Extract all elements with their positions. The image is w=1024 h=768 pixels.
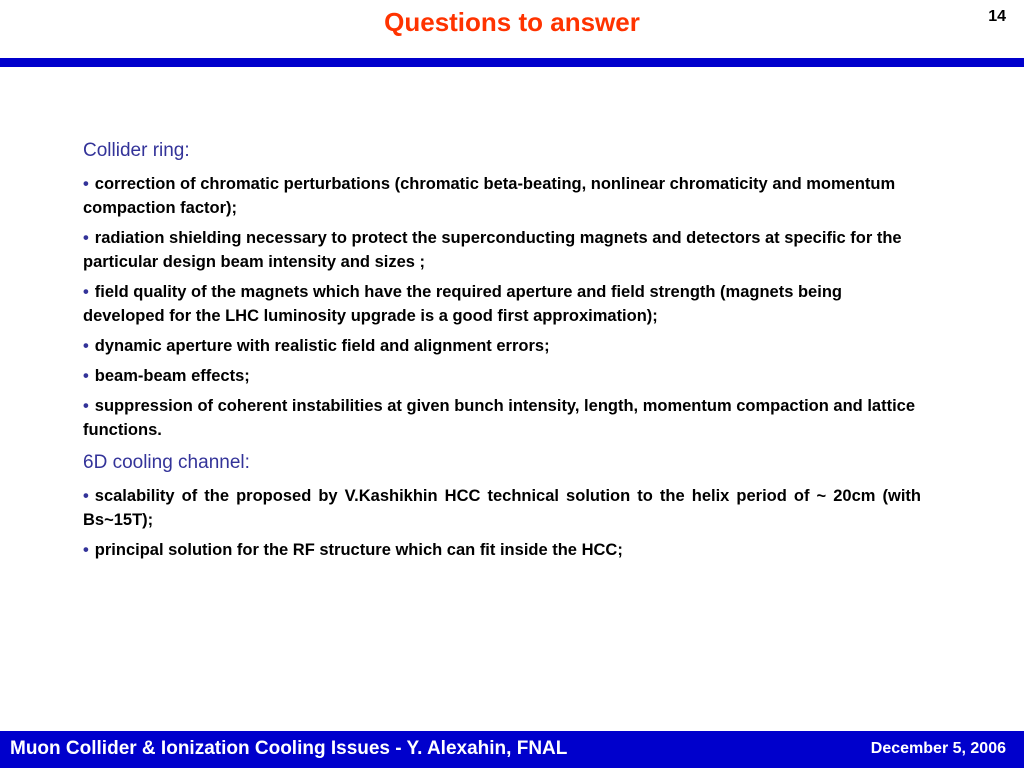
bullet-list-collider-ring	[83, 172, 921, 442]
bullet-item	[83, 364, 921, 388]
footer-presentation-title: Muon Collider & Ionization Cooling Issues - Y. Alexahin, FNAL	[10, 738, 568, 759]
bullet-icon: •	[83, 175, 89, 193]
bullet-item	[83, 394, 921, 442]
bullet-item	[83, 484, 921, 532]
section-heading-6d-cooling-channel: 6D cooling channel:	[83, 452, 250, 473]
bullet-text: field quality of the magnets which have the required aperture and field strength (magnets being developed for the LHC luminosity upgrade is a good first approximation);	[83, 283, 842, 325]
section-heading-collider-ring: Collider ring:	[83, 140, 190, 161]
bullet-item	[83, 280, 921, 328]
page-number: 14	[988, 8, 1006, 25]
bullet-list-6d-cooling-channel	[83, 484, 921, 562]
bullet-item	[83, 226, 921, 274]
bullet-icon: •	[83, 337, 89, 355]
bullet-icon: •	[83, 541, 89, 559]
header-rule	[0, 58, 1024, 67]
bullet-text: dynamic aperture with realistic field and alignment errors;	[94, 337, 550, 355]
bullet-text: correction of chromatic perturbations (chromatic beta-beating, nonlinear chromaticity and momentum compaction factor);	[83, 175, 896, 217]
bullet-text: beam-beam effects;	[94, 367, 250, 385]
slide-content	[83, 138, 921, 568]
bullet-icon: •	[83, 283, 89, 301]
bullet-icon: •	[83, 487, 89, 505]
footer-date: December 5, 2006	[870, 740, 1006, 757]
bullet-item	[83, 334, 921, 358]
bullet-item	[83, 538, 921, 562]
bullet-text: principal solution for the RF structure which can fit inside the HCC;	[94, 541, 623, 559]
slide-title: Questions to answer	[384, 7, 640, 37]
footer-bar	[0, 731, 1024, 768]
bullet-icon: •	[83, 367, 89, 385]
bullet-icon: •	[83, 229, 89, 247]
bullet-item	[83, 172, 921, 220]
bullet-text: radiation shielding necessary to protect the superconducting magnets and detectors at specific for the particular design beam intensity and sizes ;	[83, 229, 902, 271]
bullet-text: suppression of coherent instabilities at given bunch intensity, length, momentum compaction and lattice functions.	[83, 397, 916, 439]
bullet-icon: •	[83, 397, 89, 415]
bullet-text: scalability of the proposed by V.Kashikhin HCC technical solution to the helix period of ~ 20cm (with Bs~15T);	[83, 487, 921, 529]
